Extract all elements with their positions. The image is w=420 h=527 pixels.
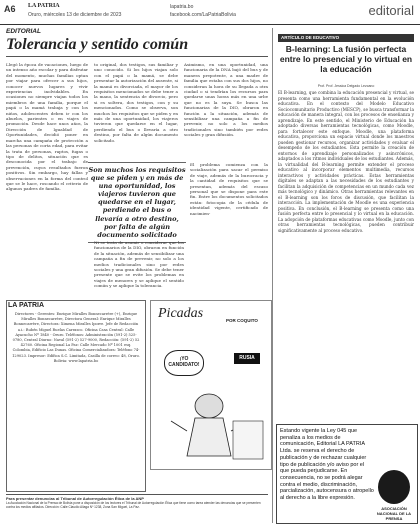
website-link[interactable]: lapatria.bo [170, 4, 194, 10]
editorial-column-2: to original, dos testigos, sus familiar y uno conocido. Si los hijos viajan solo con el papá o la mamá, se debe presentar la autorización del ausente, si la mamá es divorciada, el mayor de los requisitos mencionados se debe tener a la mano, la sentencia de divorcio, pero si es soltera, dos testigos, con y su mencionados. Como se observa, son muchos los requisitos que se piden y en más de una oportunidad, los viajeros tuvieron que quedarse en el lugar, perdiendo el bus o llevaría a otro destino, por falta de algún documento solicitado. [94, 62, 178, 143]
section-title: editorial [368, 3, 414, 18]
article-byline: Prof. Prof. Jessica Delgado Lezcano [317, 84, 375, 88]
cartoon-drawing [151, 301, 271, 469]
footer-notice [6, 494, 268, 510]
issue-date: Oruro, miércoles 13 de diciembre de 2023 [28, 12, 122, 18]
footer-text: La Asociación Nacional de la Prensa de Bolivia pone a disposición de los lectores el Tribunal de Autorregulación Ética que tiene como tarea atender las denuncias que se presenten contra los medios afiliados. Dirección: Calle Claudio Aliaga Nº 1238, Zona San Miguel, La Paz. [6, 501, 261, 510]
editorial-column-4: El problema comienza con la socialización para sacar el permiso de viaje, además de la burocracia y la cantidad de requisitos que se presentan, además del escaso personal que se dispone para este fin. Entre los documentos solicitados están: fotocopia de la cédula de identidad vigente, certificado de nacimien- [190, 162, 268, 216]
newspaper-logo: LA PATRIA [28, 3, 60, 9]
cartoon-title: Picadas [158, 306, 204, 321]
cartoon-panel [150, 300, 272, 470]
column-divider [272, 28, 273, 523]
pull-quote: Son muchos los requisitos que se piden y en más de una oportunidad, los viajeros tuvieron que quedarse en el lugar, perdiendo el bus o llevaría a otro destino, por falta de algún documento solicitado [88, 162, 186, 243]
editorial-tag: EDITORIAL [6, 28, 41, 35]
staff-title: LA PATRIA [8, 302, 45, 309]
page-number: A6 [4, 4, 16, 14]
editorial-column-3: Asimismo, en una oportunidad, una funcionaria de la DNA bajó del bus y de manera prepotente, a una madre de familia que estaba con sus dos hijos, no consideran la hora de su llegada a otra ciudad o si tendrían los recursos para quedarse unas horas más en una urbe que no es la suya. Se busca las funcionarias de la DIO, obraron en función a la situación, además de sensibilizar una campaña a fin de prevenir, no solo a los medios tradicionales sino también por redes sociales y gran difusión. [184, 62, 268, 138]
legal-notice-text: Estando vigente la Ley 045 que penaliza a los medios de comunicación, Editorial LA PATRIA Ltda. se reserva el derecho de publicación y de rechazar cualquier tipo de publicación y/o aviso por el que pueda perjudicarse. En consecuencia, no se podrá alegar contra el medio, discriminación, parcialización, autocensura o atropello al derecho a la libre expresión. [280, 428, 374, 502]
editorial-column-5: Ni se trata de asumir o considerar que los funcionarios de la DIO, obraron en función de la situación, además de sensibilizar una campaña a fin de prevenir, no solo a los medios tradicionales sino por redes sociales y una gran difusión. Se debe tener presente que se evite los problemas en viajes de menores y se aplique el sentido común y se aplique la tolerancia. [94, 240, 184, 289]
press-association-logo [378, 470, 410, 504]
cartoon-sign: RUSIA [234, 353, 260, 364]
facebook-link[interactable]: facebook.com/LaPatriaBolivia [170, 12, 236, 18]
cartoon-author: POR COQUITO [226, 318, 258, 323]
editorial-column-1: Llegó la época de vacaciones, luego de un intenso año escolar y para disfrutar del momento, muchas familias optan por viajar para ofrecer a sus hijos, conocer nuevos lugares y vivir experiencias inolvidables. En ocasiones no siempre viajan todos los miembros de una familia, porque el papá o la mamá trabaja y con los niños, adolescentes deben ir con los abuelos, parientes o en viajes de promoción. Desde hace unos años, la Dirección de Igualdad de Oportunidades, decidió poner en marcha una campaña de protección a las personas de corta edad, para evitar la trata de personas, raptos, fugas o tipo de delitos, situación que es desconocida por el trabajo de prevención, cuyos resultados fueron positivos. Sin embargo, hay fallas y observaciones en la forma del control que se le hace, roscando el criterio de algunos padres de familia. [6, 62, 88, 192]
article-body: El B-learning, que combina la educación presencial y virtual, se presenta como una herramienta fundamental en la evolución educativa. En el contexto del Modelo Educativo Sociocomunitario Productivo (MESCP), se busca transformar la educación de manera integral, con los procesos de enseñanza y aprendizaje. En este sentido, el Ministerio de Educación ha adoptado diversas herramientas tecnológicas, como Moodle, para fortalecer este enfoque. Moodle, una plataforma educativa, proporciona un espacio virtual donde los maestros pueden gestionar recursos, organizar actividades y evaluar el desempeño de los estudiantes. Esta permite la creación de entornos de aprendizaje personalizados y asincrónicos, adaptados a los ritmos individuales de los estudiantes. Además, la virtualidad del B-learning permite extender el proceso educativo al incorporar elementos multimedia, recursos interactivos y actividades prácticas. Estas herramientas digitales se adaptan a las necesidades de los estudiantes y facilitan la adquisición de competencias en un mundo cada vez más tecnológico y dinámico. Otras herramientas relevantes en el B-learning son los foros de discusión, que facilitan la interacción. La implementación de Moodle es una experiencia positiva. En conclusión, el B-learning se presenta como una fusión perfecta entre lo presencial y lo virtual en la educación. La adopción de plataformas educativas como Moodle, junto con otras herramientas tecnológicas, pueden contribuir significativamente al proceso educativo. [278, 90, 414, 233]
article-section-header: ARTÍCULO DE EDUCATIVO [278, 34, 414, 42]
footer-title: Para presentar denuncias al Tribunal de Autorregulación Ética de la ANP [6, 496, 144, 501]
editorial-title: Tolerancia y sentido común [6, 36, 268, 57]
page-header [0, 0, 420, 25]
staff-text: Directores - Gerentes: Enrique Miralles Bonnecarrère (+), Enrique Miralles Bonnecarrère, Directora General: Enrique Miralles Bonnecarrère, Directora: Ximena Miralles Iporre. Jefe de Redacción a.i.: Rubén Miguel Ruelas Carrasco. Oficina Casa Central: Calle Ayacucho Nº 1840 - Oruro. Teléfonos: Administración (591-2) 525-0780, Central Diurno: Naval (591-2) 527-9000, Redacción: (591-2) 52 42760. Oficina Regional La Paz: Calle Mercado Nº 1001 esq. Colombia, Edificio Las Dunas. Oficina Comercializadora: Teléfono 74-129023. Impresor: Edífica S.C. Limitada, Casilla de correo: 48, Oruro. Bolivia: www.lapatria.bo [12, 312, 140, 363]
press-association-label: ASOCIACIÓN NACIONAL DE LA PRENSA [376, 506, 412, 521]
speech-bubble: ¡YO CANDIDATO! [164, 350, 204, 376]
article-title: B-learning: La fusión perfecta entre lo presencial y lo virtual en la educación [279, 44, 413, 74]
